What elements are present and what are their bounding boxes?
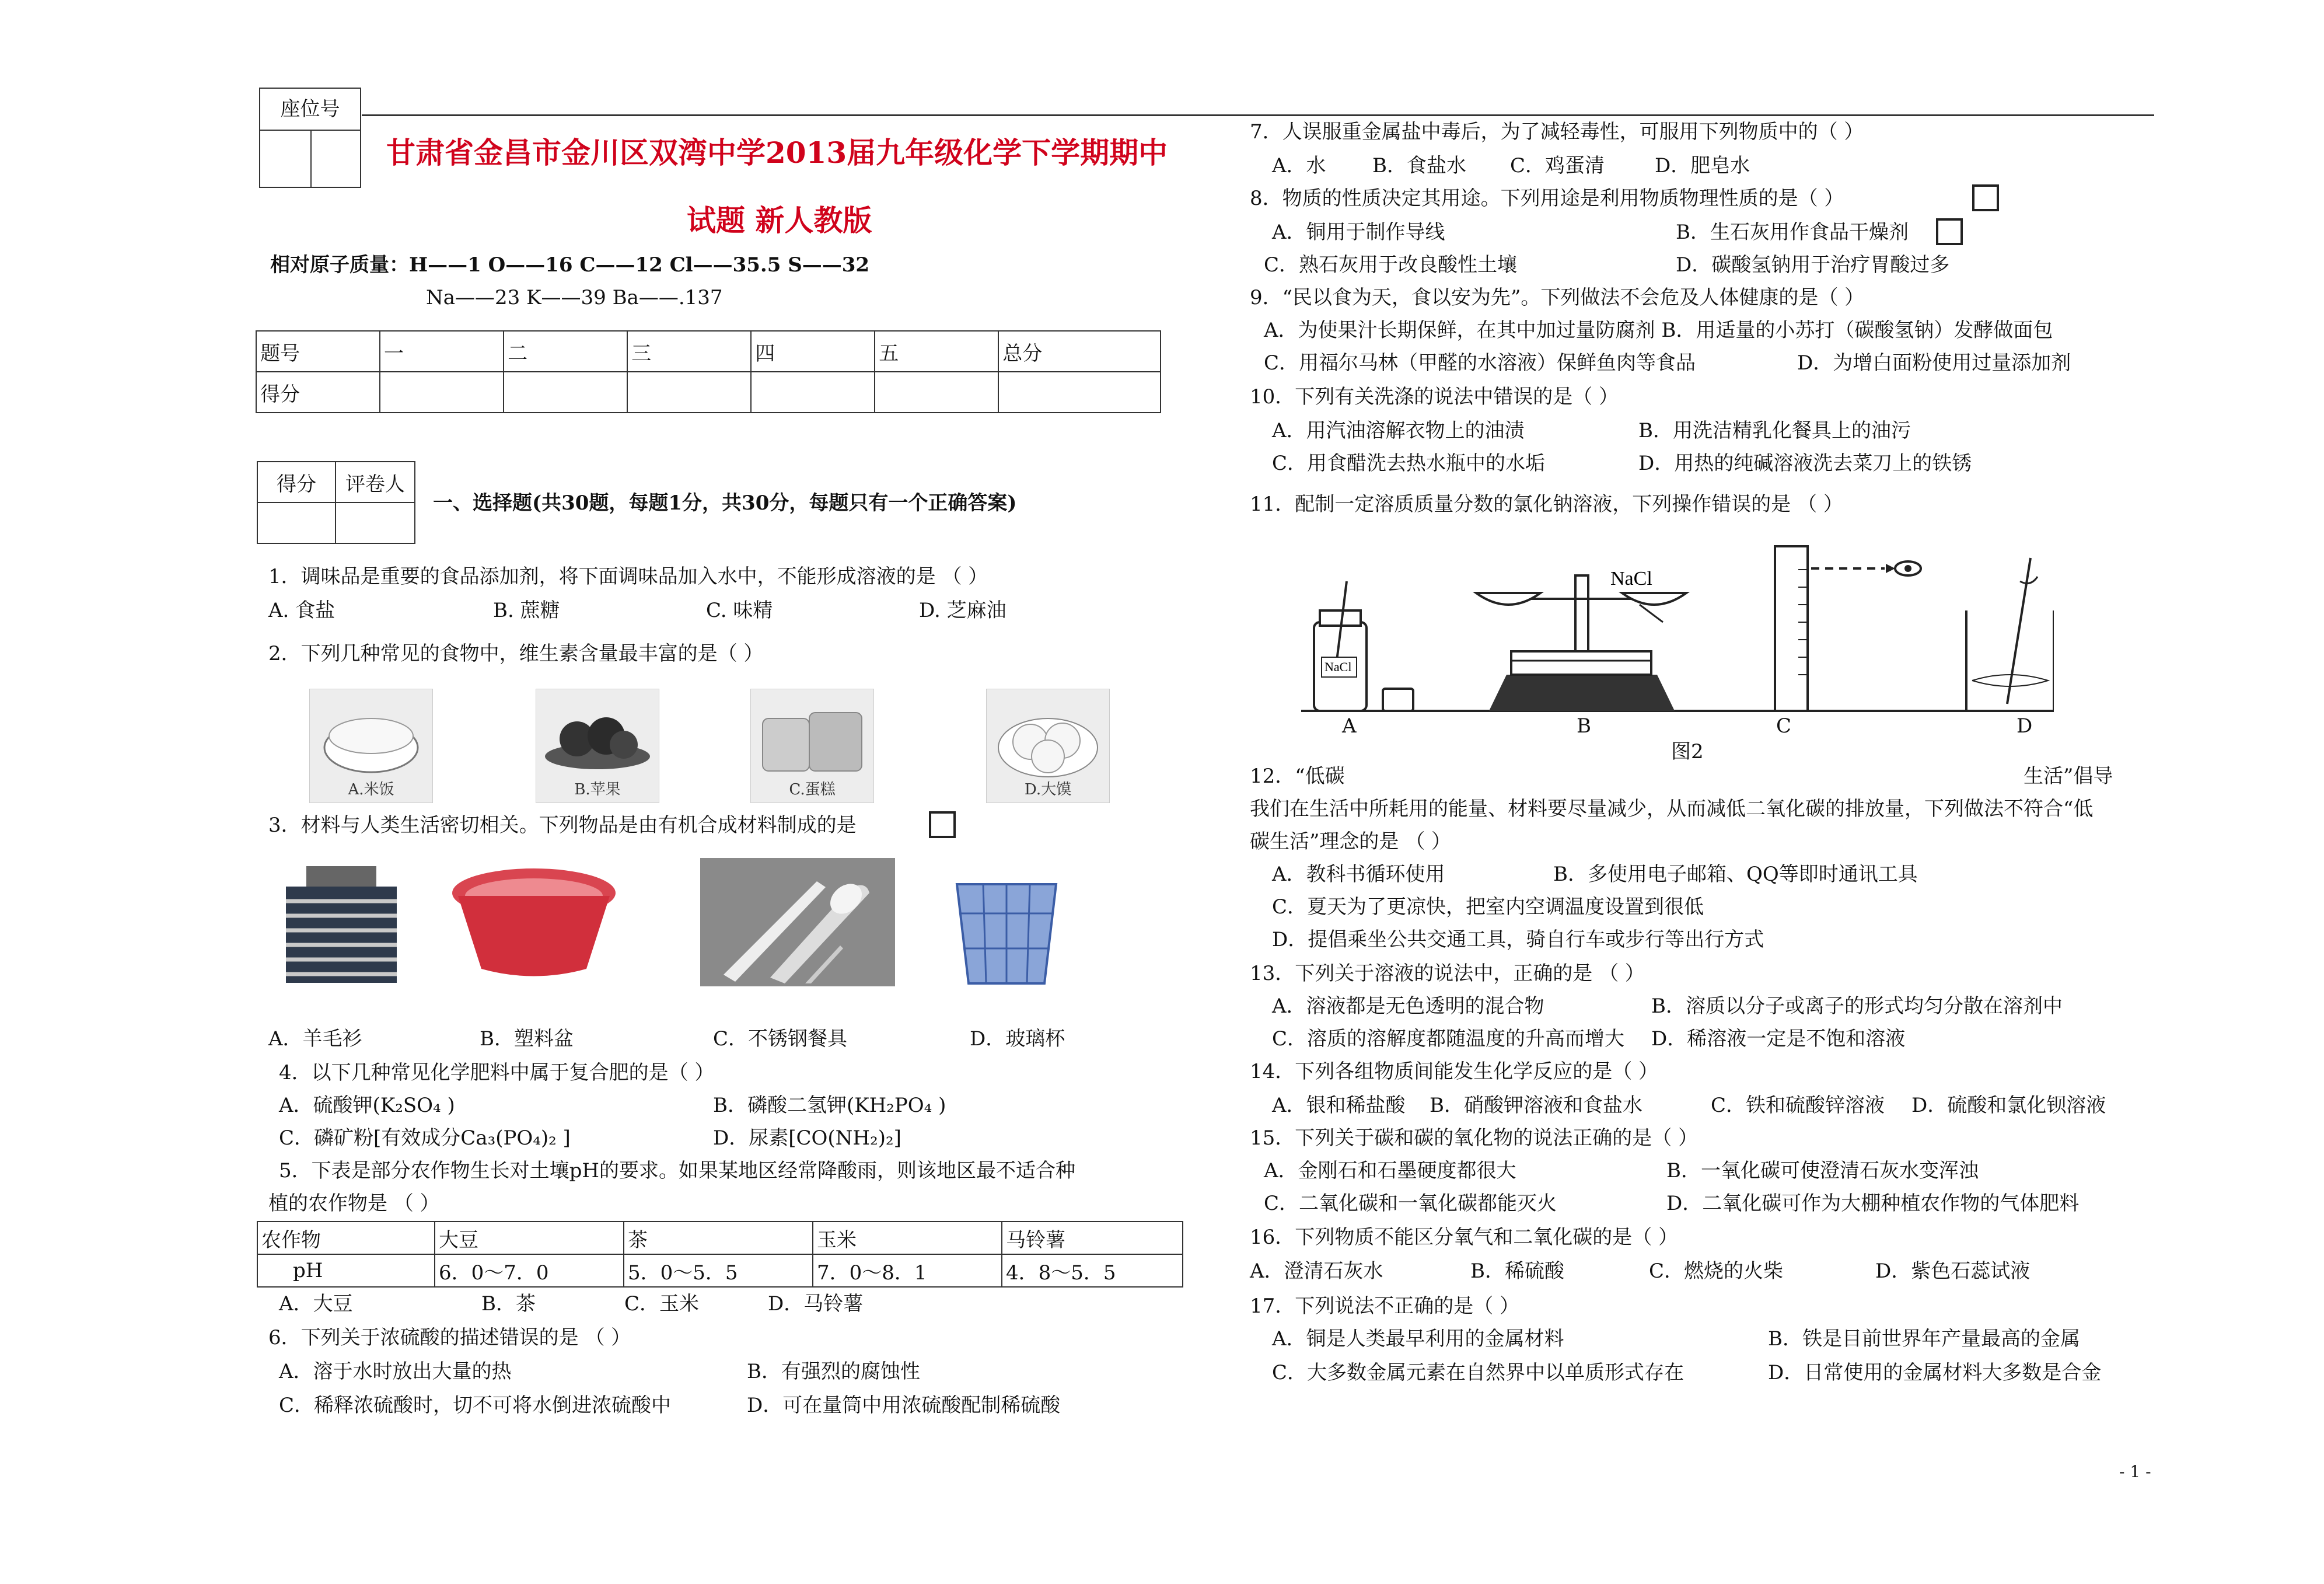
cutlery-image [700,858,895,986]
figure-caption: 图2 [1671,740,1704,763]
answer-box [1936,218,1963,245]
crop-header: 大豆 [435,1222,624,1254]
food-caption: B.苹果 [574,781,621,798]
crop-header: 玉米 [813,1222,1002,1254]
beaker-icon [1966,558,2054,711]
q3-stem: 3．材料与人类生活密切相关。下列物品是由有机合成材料制成的是 [268,814,857,837]
grader-table [257,461,415,544]
score-header-cell: 题号 [256,331,380,372]
glass-cup-image [948,878,1065,989]
nacl-balance-label: NaCl [1610,568,1652,589]
reagent-jar-icon [1314,581,1413,711]
q1-option-d: D. 芝麻油 [919,599,1007,622]
q8-stem: 8．物质的性质决定其用途。下列用途是利用物质物理性质的是（ ） [1250,187,1844,210]
q16-option-a: A．澄清石灰水 [1250,1259,1383,1283]
q10-option-a: A．用汽油溶解衣物上的油渍 [1272,419,1525,442]
ph-cell: pH [257,1254,435,1287]
crop-header: 马铃薯 [1002,1222,1183,1254]
section1-title: 一、选择题(共30题，每题1分，共30分，每题只有一个正确答案) [433,491,1017,515]
q1-option-c: C. 味精 [706,599,773,622]
q9-option-c: C．用福尔马林（甲醛的水溶液）保鲜鱼肉等食品 [1264,351,1696,375]
q12-option-a: A．教科书循环使用 [1272,863,1445,886]
q5-stem-line2: 植的农作物是 （ ） [268,1192,440,1215]
seat-label: 座位号 [260,89,360,131]
q15-stem: 15．下列关于碳和碳的氧化物的说法正确的是（ ） [1250,1126,1699,1150]
q10-stem: 10．下列有关洗涤的说法中错误的是（ ） [1250,385,1619,409]
q17-stem: 17．下列说法不正确的是（ ） [1250,1295,1520,1318]
food-image-cake [750,689,874,803]
food-image-apple [536,689,659,803]
q13-option-c: C．溶质的溶解度都随温度的升高而增大 [1272,1027,1625,1051]
q17-option-c: C．大多数金属元素在自然界中以单质形式存在 [1272,1361,1685,1384]
page-number: - 1 - [2119,1462,2151,1481]
q14-option-c: C．铁和硫酸锌溶液 [1711,1094,1885,1117]
q8-option-c: C．熟石灰用于改良酸性土壤 [1264,253,1518,277]
q4-option-c: C．磷矿粉[有效成分Ca₃(PO₄)₂ ] [279,1126,571,1150]
q1-option-a: A. 食盐 [268,599,336,622]
score-header-cell: 二 [504,331,627,372]
q4-option-b: B．磷酸二氢钾(KH₂PO₄ ) [713,1094,946,1117]
atomic-mass-line2: Na——23 K——39 Ba——.137 [426,286,723,309]
figure-label-a: A [1342,714,1357,738]
score-header-cell: 三 [627,331,751,372]
q17-option-a: A．铜是人类最早利用的金属材料 [1272,1327,1564,1351]
q7-option-a: A．水 [1272,154,1326,177]
q10-option-c: C．用食醋洗去热水瓶中的水垢 [1272,452,1546,475]
q5-option-d: D．马铃薯 [768,1292,864,1316]
q6-stem: 6．下列关于浓硫酸的描述错误的是 （ ） [268,1326,631,1349]
crop-ph-table [257,1221,1183,1288]
paper-title-line2: 试题 新人教版 [687,203,872,238]
q5-option-a: A．大豆 [279,1292,353,1316]
q4-option-d: D．尿素[CO(NH₂)₂] [713,1126,901,1150]
q1-option-b: B. 蔗糖 [493,599,560,622]
ph-cell: 7．0～8．1 [813,1254,1002,1287]
ph-cell: 6．0～7．0 [435,1254,624,1287]
answer-box [1972,184,1999,211]
q12-stem-part-b: 生活”倡导 [2024,765,2113,788]
q12-stem-line3: 碳生活”理念的是 （ ） [1250,830,1451,853]
plastic-basin-image [449,864,618,981]
graduated-cylinder-icon [1775,546,1921,711]
q15-option-d: D．二氧化碳可作为大棚种植农作物的气体肥料 [1666,1192,2080,1215]
q15-option-a: A．金刚石和石墨硬度都很大 [1264,1159,1516,1182]
ph-cell: 4．8～5．5 [1002,1254,1183,1287]
sweater-image [274,860,408,985]
paper-title-line1: 甘肃省金昌市金川区双湾中学2013届九年级化学下学期期中 [386,135,1168,170]
q5-option-c: C．玉米 [624,1292,700,1316]
food-caption: A.米饭 [348,781,394,798]
atomic-mass-line1: 相对原子质量：H——1 O——16 C——12 Cl——35.5 S——32 [270,253,870,277]
q9-option-ab: A．为使果汁长期保鲜，在其中加过量防腐剂 B．用适量的小苏打（碳酸氢钠）发酵做面包 [1264,319,2053,342]
food-caption: D.大馍 [1024,781,1072,798]
score-header-cell: 总分 [998,331,1161,372]
q6-option-b: B．有强烈的腐蚀性 [747,1360,920,1383]
q5-stem-line1: 5．下表是部分农作物生长对土壤pH的要求。如果某地区经常降酸雨，则该地区最不适合种 [279,1159,1076,1182]
seat-number-box [259,88,361,188]
q17-option-d: D．日常使用的金属材料大多数是合金 [1768,1361,2102,1384]
q14-option-b: B．硝酸钾溶液和食盐水 [1430,1094,1642,1117]
q16-option-b: B．稀硫酸 [1470,1259,1564,1283]
q7-option-b: B．食盐水 [1372,154,1466,177]
crop-header: 茶 [624,1222,813,1254]
q13-option-a: A．溶液都是无色透明的混合物 [1272,995,1544,1018]
q16-option-d: D．紫色石蕊试液 [1875,1259,2031,1283]
q8-option-b: B．生石灰用作食品干燥剂 [1676,221,1909,244]
score-header-cell: 四 [751,331,875,372]
q3-option-d: D．玻璃杯 [970,1027,1065,1051]
q4-stem: 4．以下几种常见化学肥料中属于复合肥的是（ ） [279,1061,715,1084]
food-caption: C.蛋糕 [789,781,836,798]
q9-option-d: D．为增白面粉使用过量添加剂 [1797,351,2071,375]
q3-option-a: A．羊毛衫 [268,1027,362,1051]
q15-option-c: C．二氧化碳和一氧化碳都能灭火 [1264,1192,1557,1215]
q10-option-d: D．用热的纯碱溶液洗去菜刀上的铁锈 [1638,452,1972,475]
q6-option-a: A．溶于水时放出大量的热 [279,1360,512,1383]
score-table [256,330,1161,413]
q6-option-d: D．可在量筒中用浓硫酸配制稀硫酸 [747,1394,1061,1417]
figure-label-b: B [1577,714,1591,738]
q14-stem: 14．下列各组物质间能发生化学反应的是（ ） [1250,1060,1659,1083]
q6-option-c: C．稀释浓硫酸时，切不可将水倒进浓硫酸中 [279,1394,672,1417]
q13-option-d: D．稀溶液一定是不饱和溶液 [1651,1027,1906,1051]
q12-stem-line2: 我们在生活中所耗用的能量、材料要尽量减少，从而减低二氧化碳的排放量，下列做法不符合“低 [1250,797,2094,821]
q12-option-d: D．提倡乘坐公共交通工具，骑自行车或步行等出行方式 [1272,928,1764,951]
ph-cell: 5．0～5．5 [624,1254,813,1287]
lab-figure [1301,535,2054,762]
q10-option-b: B．用洗洁精乳化餐具上的油污 [1638,419,1911,442]
nacl-jar-label: NaCl [1324,660,1352,674]
grader-name-label: 评卷人 [336,462,415,503]
q12-stem-part-a: 12．“低碳 [1250,765,1345,788]
q2-stem: 2．下列几种常见的食物中，维生素含量最丰富的是（ ） [268,642,764,665]
q12-option-b: B．多使用电子邮箱、QQ等即时通讯工具 [1553,863,1918,886]
food-image-rice [309,689,433,803]
q14-option-a: A．银和稀盐酸 [1272,1094,1406,1117]
score-header-cell: 五 [875,331,998,372]
score-header-cell: 一 [380,331,504,372]
q7-option-d: D．肥皂水 [1655,154,1750,177]
q9-stem: 9．“民以食为天，食以安为先”。下列做法不会危及人体健康的是（ ） [1250,286,1865,309]
crop-header: 农作物 [257,1222,435,1254]
q8-option-d: D．碳酸氢钠用于治疗胃酸过多 [1676,253,1950,277]
q11-stem: 11．配制一定溶质质量分数的氯化钠溶液，下列操作错误的是 （ ） [1250,493,1843,516]
q1-stem: 1．调味品是重要的食品添加剂，将下面调味品加入水中，不能形成溶液的是 （ ） [268,565,988,588]
answer-box [929,811,956,838]
q16-stem: 16．下列物质不能区分氧气和二氧化碳的是（ ） [1250,1226,1679,1249]
top-rule [362,114,2154,116]
q5-option-b: B．茶 [481,1292,536,1316]
figure-label-c: C [1776,714,1792,738]
q7-option-c: C．鸡蛋清 [1510,154,1605,177]
food-image-bun [986,689,1110,803]
q13-stem: 13．下列关于溶液的说法中，正确的是 （ ） [1250,962,1645,985]
q8-option-a: A．铜用于制作导线 [1272,221,1445,244]
score-row-label: 得分 [256,372,380,413]
q17-option-b: B．铁是目前世界年产量最高的金属 [1768,1327,2080,1351]
figure-label-d: D [2017,714,2033,738]
q14-option-d: D．硫酸和氯化钡溶液 [1911,1094,2106,1117]
q3-option-b: B．塑料盆 [480,1027,574,1051]
q12-option-c: C．夏天为了更凉快，把室内空调温度设置到很低 [1272,895,1704,919]
balance-scale-icon [1476,568,1686,711]
q7-stem: 7．人误服重金属盐中毒后，为了减轻毒性，可服用下列物质中的（ ） [1250,120,1864,144]
q3-option-c: C．不锈钢餐具 [713,1027,848,1051]
q4-option-a: A．硫酸钾(K₂SO₄ ) [279,1094,455,1117]
grader-score-label: 得分 [257,462,336,503]
q15-option-b: B．一氧化碳可使澄清石灰水变浑浊 [1666,1159,1979,1182]
q13-option-b: B．溶质以分子或离子的形式均匀分散在溶剂中 [1651,995,2063,1018]
q16-option-c: C．燃烧的火柴 [1649,1259,1784,1283]
